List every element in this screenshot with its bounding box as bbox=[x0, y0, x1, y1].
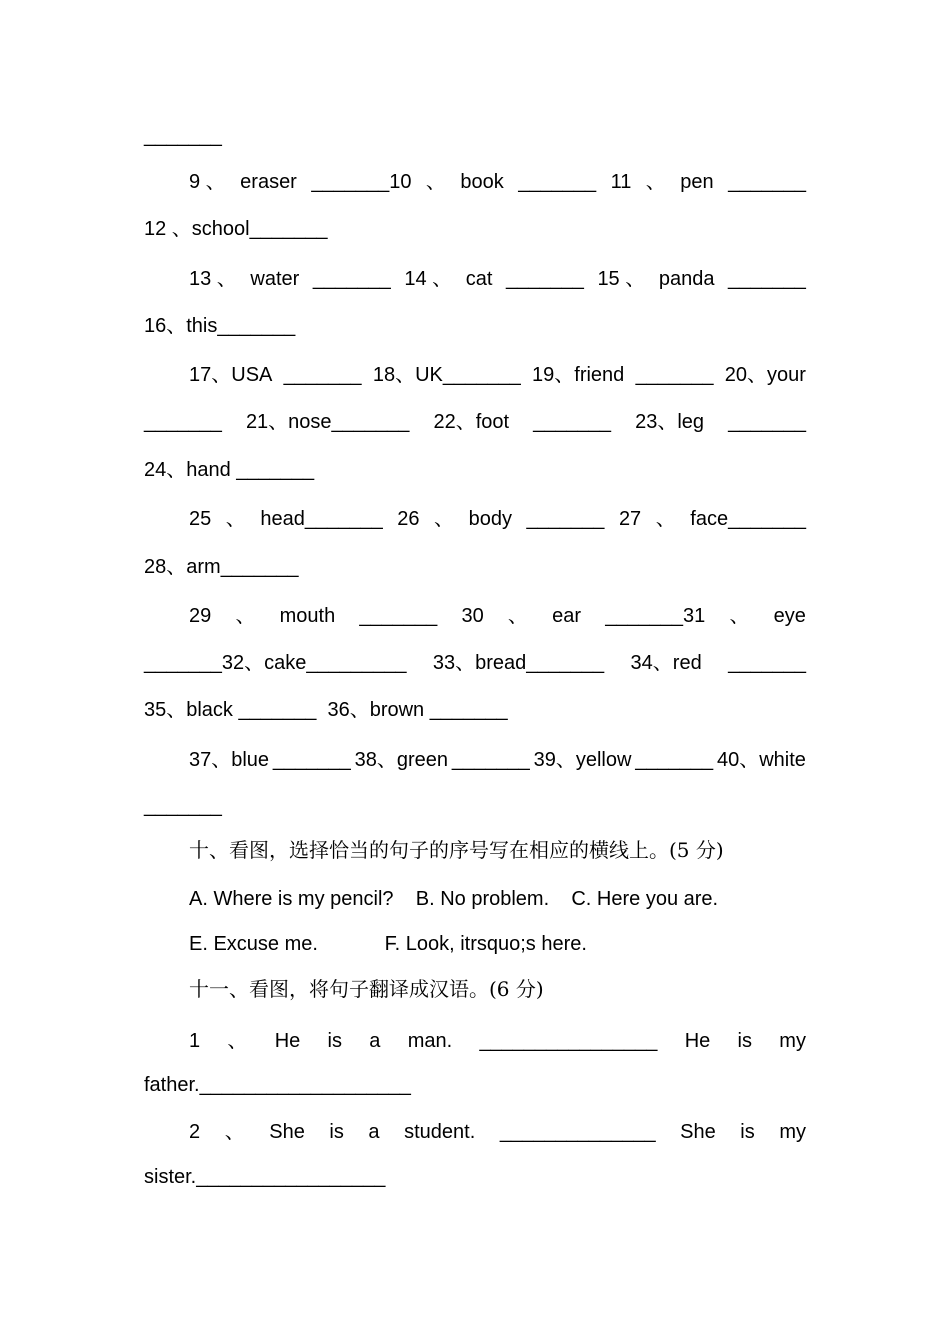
text-segment: _______ bbox=[505, 268, 584, 290]
text-segment: 22、foot bbox=[433, 411, 510, 433]
text-segment: 35、black _______ 36、brown _______ bbox=[144, 699, 508, 721]
text-segment: 34、red bbox=[630, 652, 702, 674]
vocab-row-16 bbox=[144, 314, 806, 338]
text-segment: 9 、 bbox=[189, 171, 226, 193]
answer-blank[interactable]: _______ bbox=[144, 125, 222, 147]
section-10-options-1 bbox=[189, 887, 806, 911]
text-segment: 15 、 bbox=[597, 268, 646, 290]
text-segment: 、 bbox=[425, 171, 446, 193]
text-segment: face_______ bbox=[690, 508, 806, 530]
text-segment: ear bbox=[552, 605, 581, 627]
text-segment: eraser bbox=[240, 171, 297, 193]
text-segment: cat bbox=[465, 268, 493, 290]
text-segment: _______32、cake_________ bbox=[144, 652, 407, 674]
text-segment: 40、white bbox=[716, 749, 806, 771]
text-segment: 、 bbox=[227, 1030, 248, 1052]
text-segment: a bbox=[368, 1121, 380, 1143]
vocab-row-32-34 bbox=[144, 651, 806, 675]
text-segment: 14 、 bbox=[404, 268, 453, 290]
text-segment: _______ bbox=[533, 411, 612, 433]
vocab-row-29-31 bbox=[189, 604, 806, 628]
text-segment: 、 bbox=[224, 1121, 245, 1143]
text-segment: student. bbox=[404, 1121, 476, 1143]
text-segment: He bbox=[274, 1030, 301, 1052]
section-11-heading bbox=[189, 977, 806, 1001]
text-segment: _______ bbox=[144, 795, 222, 817]
text-segment: 19、friend bbox=[532, 364, 625, 386]
text-segment: _______ bbox=[526, 508, 605, 530]
text-segment: 39、yellow bbox=[533, 749, 632, 771]
text-segment: _______ bbox=[518, 171, 597, 193]
text-segment: 37、blue bbox=[189, 749, 270, 771]
text-segment: 24、hand _______ bbox=[144, 459, 315, 481]
text-segment: _______ bbox=[283, 364, 362, 386]
text-segment: panda bbox=[658, 268, 715, 290]
text-segment: _______10 bbox=[311, 171, 412, 193]
vocab-row-13-15 bbox=[189, 267, 806, 291]
text-segment: man. bbox=[407, 1030, 453, 1052]
text-segment: 26 bbox=[397, 508, 420, 530]
text-segment: _______ bbox=[728, 171, 806, 193]
text-segment: 25 bbox=[189, 508, 212, 530]
text-segment: 28、arm_______ bbox=[144, 556, 299, 578]
text-segment: is bbox=[327, 1030, 342, 1052]
text-segment: 18、UK_______ bbox=[372, 364, 521, 386]
vocab-row-12 bbox=[144, 217, 806, 241]
text-segment: a bbox=[369, 1030, 381, 1052]
text-segment: father.___________________ bbox=[144, 1074, 411, 1096]
text-segment: 16、this_______ bbox=[144, 315, 296, 337]
translate-item-2-cont bbox=[144, 1165, 806, 1189]
text-segment: She bbox=[680, 1121, 716, 1143]
text-segment: is bbox=[329, 1121, 344, 1143]
text-segment: E. Excuse me. F. Look, itrsquo;s here. bbox=[189, 933, 587, 955]
vocab-row-25-27 bbox=[189, 507, 806, 531]
text-segment: book bbox=[460, 171, 504, 193]
text-segment: _______ bbox=[728, 268, 806, 290]
section-10-options-2 bbox=[189, 932, 806, 956]
translate-item-2 bbox=[189, 1120, 806, 1144]
text-segment: 、 bbox=[507, 605, 528, 627]
vocab-row-40-blank bbox=[144, 794, 806, 818]
text-segment: 十、看图，选择恰当的句子的序号写在相应的横线上。(5 分) bbox=[189, 838, 724, 862]
text-segment: 、 bbox=[225, 508, 246, 530]
text-segment: _______ bbox=[451, 749, 530, 771]
text-segment: 、 bbox=[434, 508, 455, 530]
text-segment: my bbox=[779, 1121, 806, 1143]
text-segment: water bbox=[250, 268, 300, 290]
text-segment: He bbox=[684, 1030, 711, 1052]
vocab-row-24 bbox=[144, 458, 806, 482]
text-segment: 11 bbox=[610, 171, 632, 193]
text-segment: 20、your bbox=[724, 364, 806, 386]
text-segment: 、 bbox=[645, 171, 666, 193]
text-segment: pen bbox=[680, 171, 714, 193]
text-segment: 1 bbox=[189, 1030, 201, 1052]
text-segment: is bbox=[737, 1030, 752, 1052]
text-segment: 29 bbox=[189, 605, 212, 627]
translate-item-1-cont bbox=[144, 1073, 806, 1097]
text-segment: _______ bbox=[635, 364, 714, 386]
text-segment: 38、green bbox=[354, 749, 449, 771]
text-segment: 33、bread_______ bbox=[432, 652, 605, 674]
vocab-row-9-11 bbox=[189, 170, 806, 194]
text-segment: 21、nose_______ bbox=[245, 411, 410, 433]
text-segment: 30 bbox=[461, 605, 484, 627]
text-segment: A. Where is my pencil? B. No problem. C. Here you are. bbox=[189, 888, 719, 910]
text-segment: 27 bbox=[618, 508, 642, 530]
blank-line-8 bbox=[144, 124, 806, 148]
text-segment: head_______ bbox=[260, 508, 383, 530]
text-segment: eye bbox=[773, 605, 806, 627]
text-segment: 12 、school_______ bbox=[144, 218, 328, 240]
text-segment: 13 、 bbox=[189, 268, 237, 290]
text-segment: She bbox=[269, 1121, 305, 1143]
section-10-heading bbox=[189, 838, 806, 862]
text-segment: is bbox=[740, 1121, 755, 1143]
text-segment: mouth bbox=[279, 605, 336, 627]
text-segment: 、 bbox=[235, 605, 256, 627]
text-segment: 、 bbox=[729, 605, 750, 627]
text-segment: sister._________________ bbox=[144, 1166, 386, 1188]
text-segment: _______ bbox=[359, 605, 438, 627]
text-segment: _______ bbox=[144, 411, 222, 433]
text-segment: _______ bbox=[728, 652, 806, 674]
vocab-row-17-20 bbox=[189, 363, 806, 387]
text-segment: _______ bbox=[312, 268, 391, 290]
text-segment: 、 bbox=[655, 508, 676, 530]
text-segment: 2 bbox=[189, 1121, 201, 1143]
text-segment: ________________ bbox=[479, 1030, 658, 1052]
text-segment: 17、USA bbox=[189, 364, 273, 386]
text-segment: _______ bbox=[635, 749, 714, 771]
text-segment: _______ bbox=[728, 411, 806, 433]
text-segment: body bbox=[468, 508, 512, 530]
translate-item-1 bbox=[189, 1029, 806, 1053]
text-segment: _______31 bbox=[605, 605, 706, 627]
vocab-row-37-40 bbox=[189, 748, 806, 772]
vocab-row-35-36 bbox=[144, 698, 806, 722]
text-segment: _______ bbox=[272, 749, 351, 771]
vocab-row-21-23 bbox=[144, 410, 806, 434]
text-segment: my bbox=[779, 1030, 806, 1052]
text-segment: 23、leg bbox=[635, 411, 705, 433]
text-segment: ______________ bbox=[499, 1121, 656, 1143]
vocab-row-28 bbox=[144, 555, 806, 579]
text-segment: 十一、看图，将句子翻译成汉语。(6 分) bbox=[189, 977, 544, 1001]
